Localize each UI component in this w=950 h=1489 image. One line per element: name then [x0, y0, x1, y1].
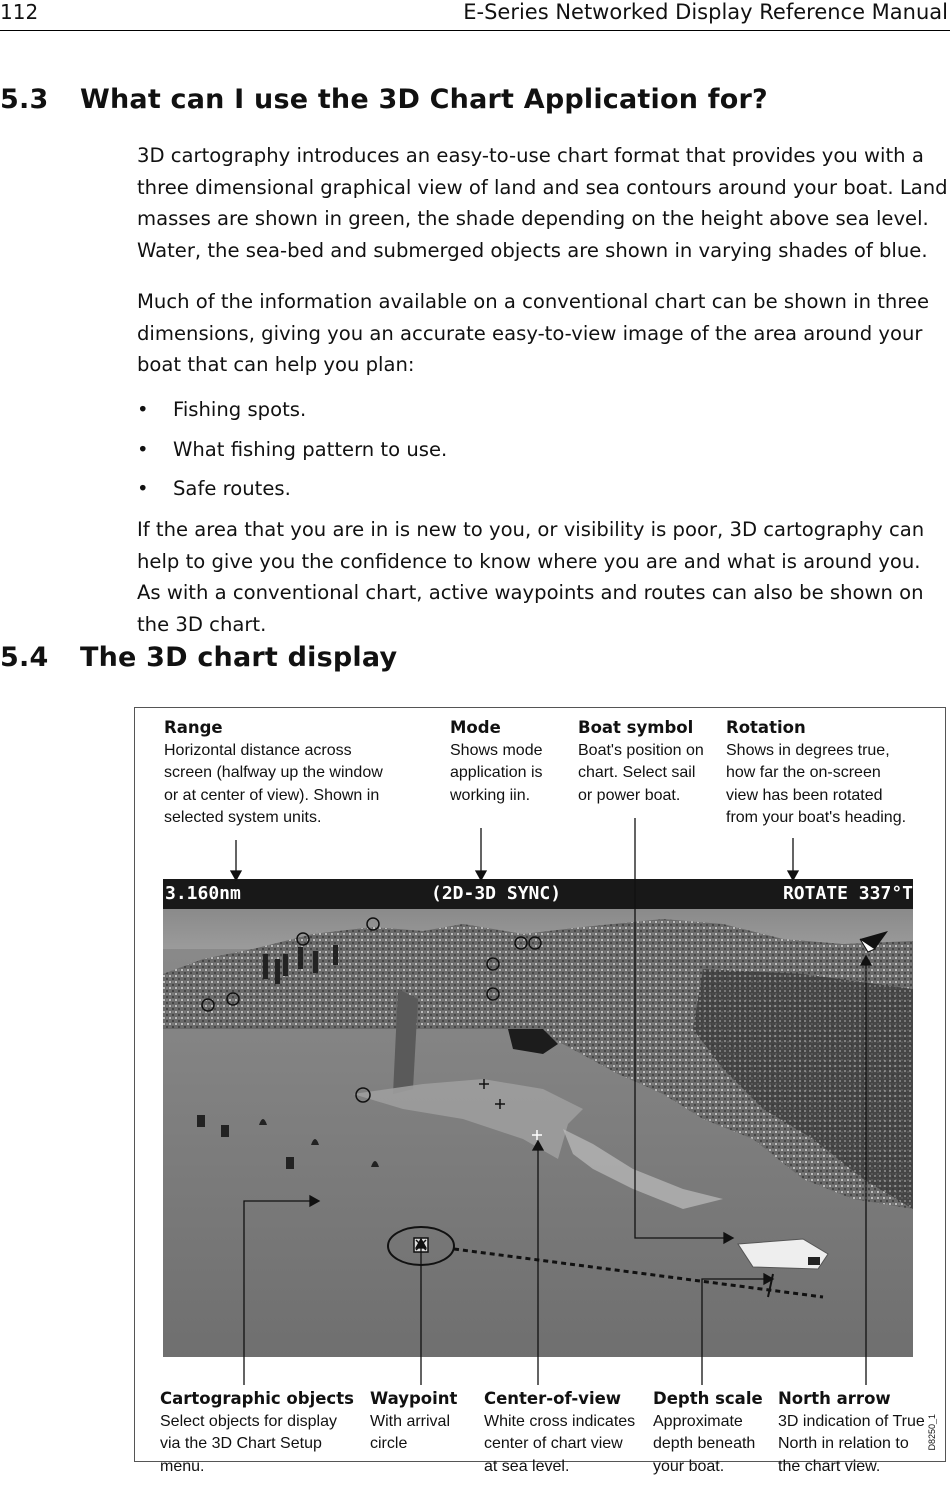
callout-depth-scale: Depth scale Approximate depth beneath your boat. [653, 1389, 763, 1475]
header-rule [0, 30, 950, 31]
callout-center-of-view: Center-of-view White cross indicates center of chart view at sea level. [484, 1389, 636, 1475]
callout-cartographic-objects: Cartographic objects Select objects for display via the 3D Chart Setup menu. [160, 1389, 354, 1475]
callout-boat-symbol: Boat symbol Boat's position on chart. Select sail or power boat. [578, 718, 704, 804]
callout-rotation: Rotation Shows in degrees true, how far the on-screen view has been rotated from your boat's heading. [726, 718, 907, 826]
paragraph-plan: Much of the information available on a conventional chart can be shown in three dimensions, giving you an accurate easy-to-view image of the area around your boat that can help you plan: [137, 290, 930, 376]
rotation-readout: ROTATE 337°T [782, 883, 913, 904]
section-heading-5-3 [0, 84, 768, 115]
page-number: 112 [0, 0, 39, 24]
callout-range: Range Horizontal distance across screen (halfway up the window or at center of view). Shown in selected system units. [164, 718, 383, 826]
chart-status-bar [163, 879, 913, 909]
callout-north-arrow: North arrow 3D indication of True North in relation to the chart view. [778, 1389, 925, 1475]
bullet-item: • Safe routes. [137, 477, 291, 500]
section-heading-5-4 [0, 642, 397, 673]
chart-screen [163, 879, 913, 1357]
section-number: 5.3 [0, 84, 49, 115]
figure-id: D8250_1 [927, 1414, 937, 1451]
mode-readout: (2D-3D SYNC) [431, 883, 562, 904]
section-title: The 3D chart display [80, 642, 398, 673]
paragraph-intro: 3D cartography introduces an easy-to-use chart format that provides you with a three dimensional graphical view of land and sea contours around your boat. Land masses are shown in green, the shade depending on the height above sea level. Water, the sea-bed and submerged objects are shown in varying shades of blue. [137, 144, 948, 262]
callout-waypoint: Waypoint With arrival circle [370, 1389, 458, 1452]
bullet-item: • What fishing pattern to use. [137, 438, 448, 461]
paragraph-confidence: If the area that you are in is new to you, or visibility is poor, 3D cartography can help to give you the confidence to know where you are and what is around you. As with a conventional chart, active waypoints and routes can also be shown on the 3D chart. [137, 518, 925, 636]
range-readout: 3.160nm [165, 883, 241, 904]
chart-3d-view [163, 879, 913, 1357]
section-title: What can I use the 3D Chart Application for? [80, 84, 768, 115]
manual-title: E-Series Networked Display Reference Manual [463, 0, 948, 24]
bullet-item: • Fishing spots. [137, 398, 307, 421]
waypoint-icon [414, 1238, 428, 1252]
callout-mode: Mode Shows mode application is working iin. [450, 718, 543, 804]
section-number: 5.4 [0, 642, 49, 673]
